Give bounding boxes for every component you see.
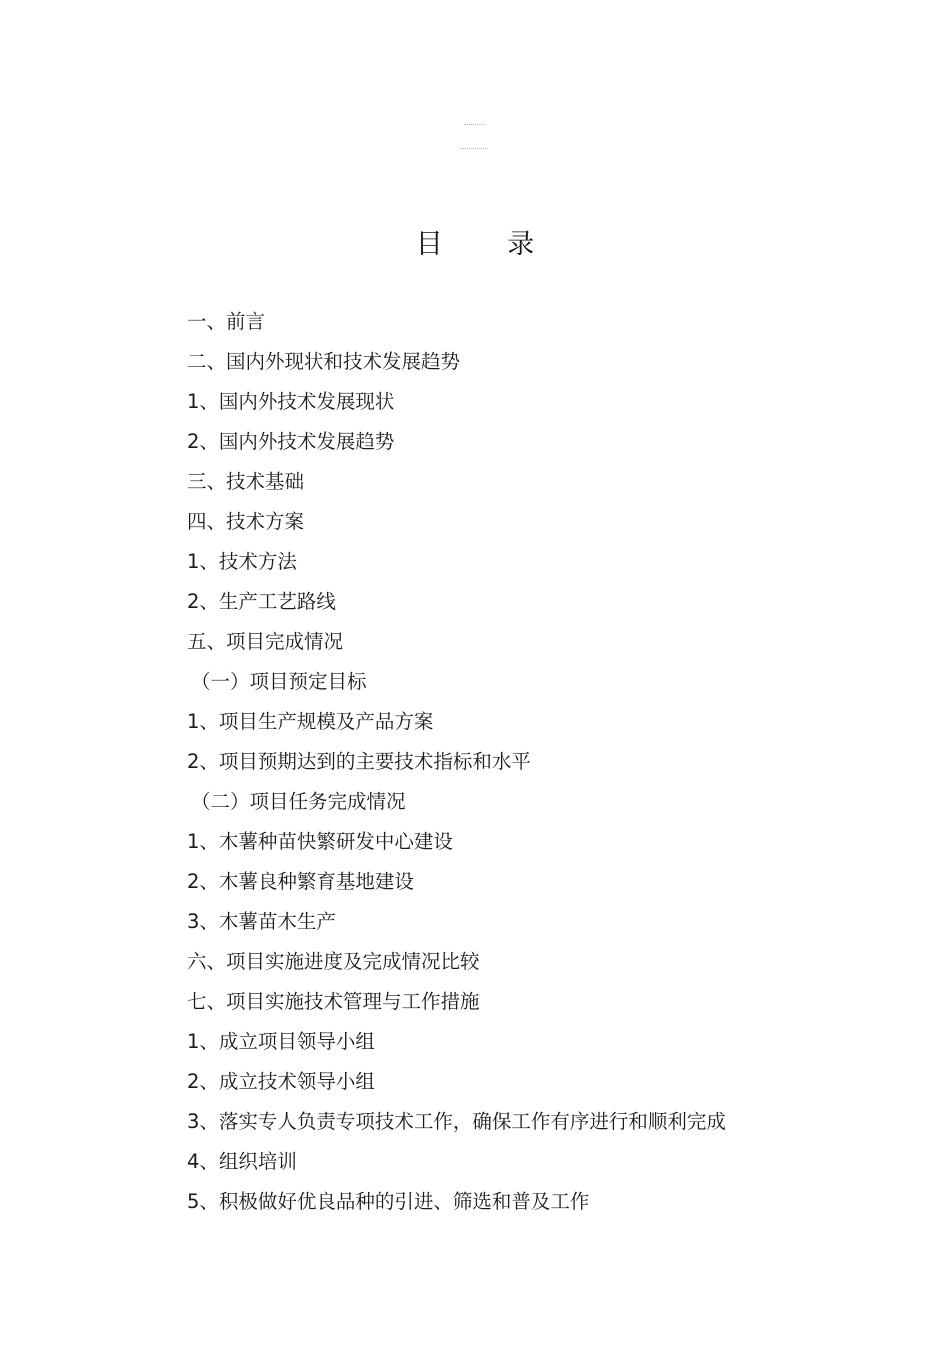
toc-item: 一、前言 [187, 310, 266, 333]
toc-item: （二）项目任务完成情况 [191, 790, 406, 813]
toc-item: 五、项目完成情况 [187, 630, 344, 653]
toc-item: 2、生产工艺路线 [187, 590, 336, 613]
toc-item: 2、项目预期达到的主要技术指标和水平 [187, 750, 531, 773]
toc-item: （一）项目预定目标 [191, 670, 367, 693]
toc-item: 2、木薯良种繁育基地建设 [187, 870, 414, 893]
toc-item: 六、项目实施进度及完成情况比较 [187, 950, 480, 973]
toc-item: 四、技术方案 [187, 510, 305, 533]
toc-item: 2、国内外技术发展趋势 [187, 430, 395, 453]
toc-item: 1、国内外技术发展现状 [187, 390, 395, 413]
toc-list [187, 302, 726, 1222]
toc-item: 二、国内外现状和技术发展趋势 [187, 350, 461, 373]
toc-item: 三、技术基础 [187, 470, 305, 493]
page-header-marks [0, 0, 950, 160]
toc-item: 1、项目生产规模及产品方案 [187, 710, 434, 733]
toc-item: 1、成立项目领导小组 [187, 1030, 375, 1053]
toc-item: 5、积极做好优良品种的引进、筛选和普及工作 [187, 1190, 590, 1213]
header-dotted-mark [460, 148, 488, 149]
toc-item: 1、木薯种苗快繁研发中心建设 [187, 830, 453, 853]
toc-title: 目 录 [415, 229, 563, 260]
header-dotted-mark [464, 124, 484, 125]
toc-item: 4、组织培训 [187, 1150, 297, 1173]
toc-item: 2、成立技术领导小组 [187, 1070, 375, 1093]
toc-item: 七、项目实施技术管理与工作措施 [187, 990, 480, 1013]
toc-item: 3、落实专人负责专项技术工作，确保工作有序进行和顺利完成 [187, 1110, 726, 1133]
toc-item: 3、木薯苗木生产 [187, 910, 336, 933]
toc-item: 1、技术方法 [187, 550, 297, 573]
